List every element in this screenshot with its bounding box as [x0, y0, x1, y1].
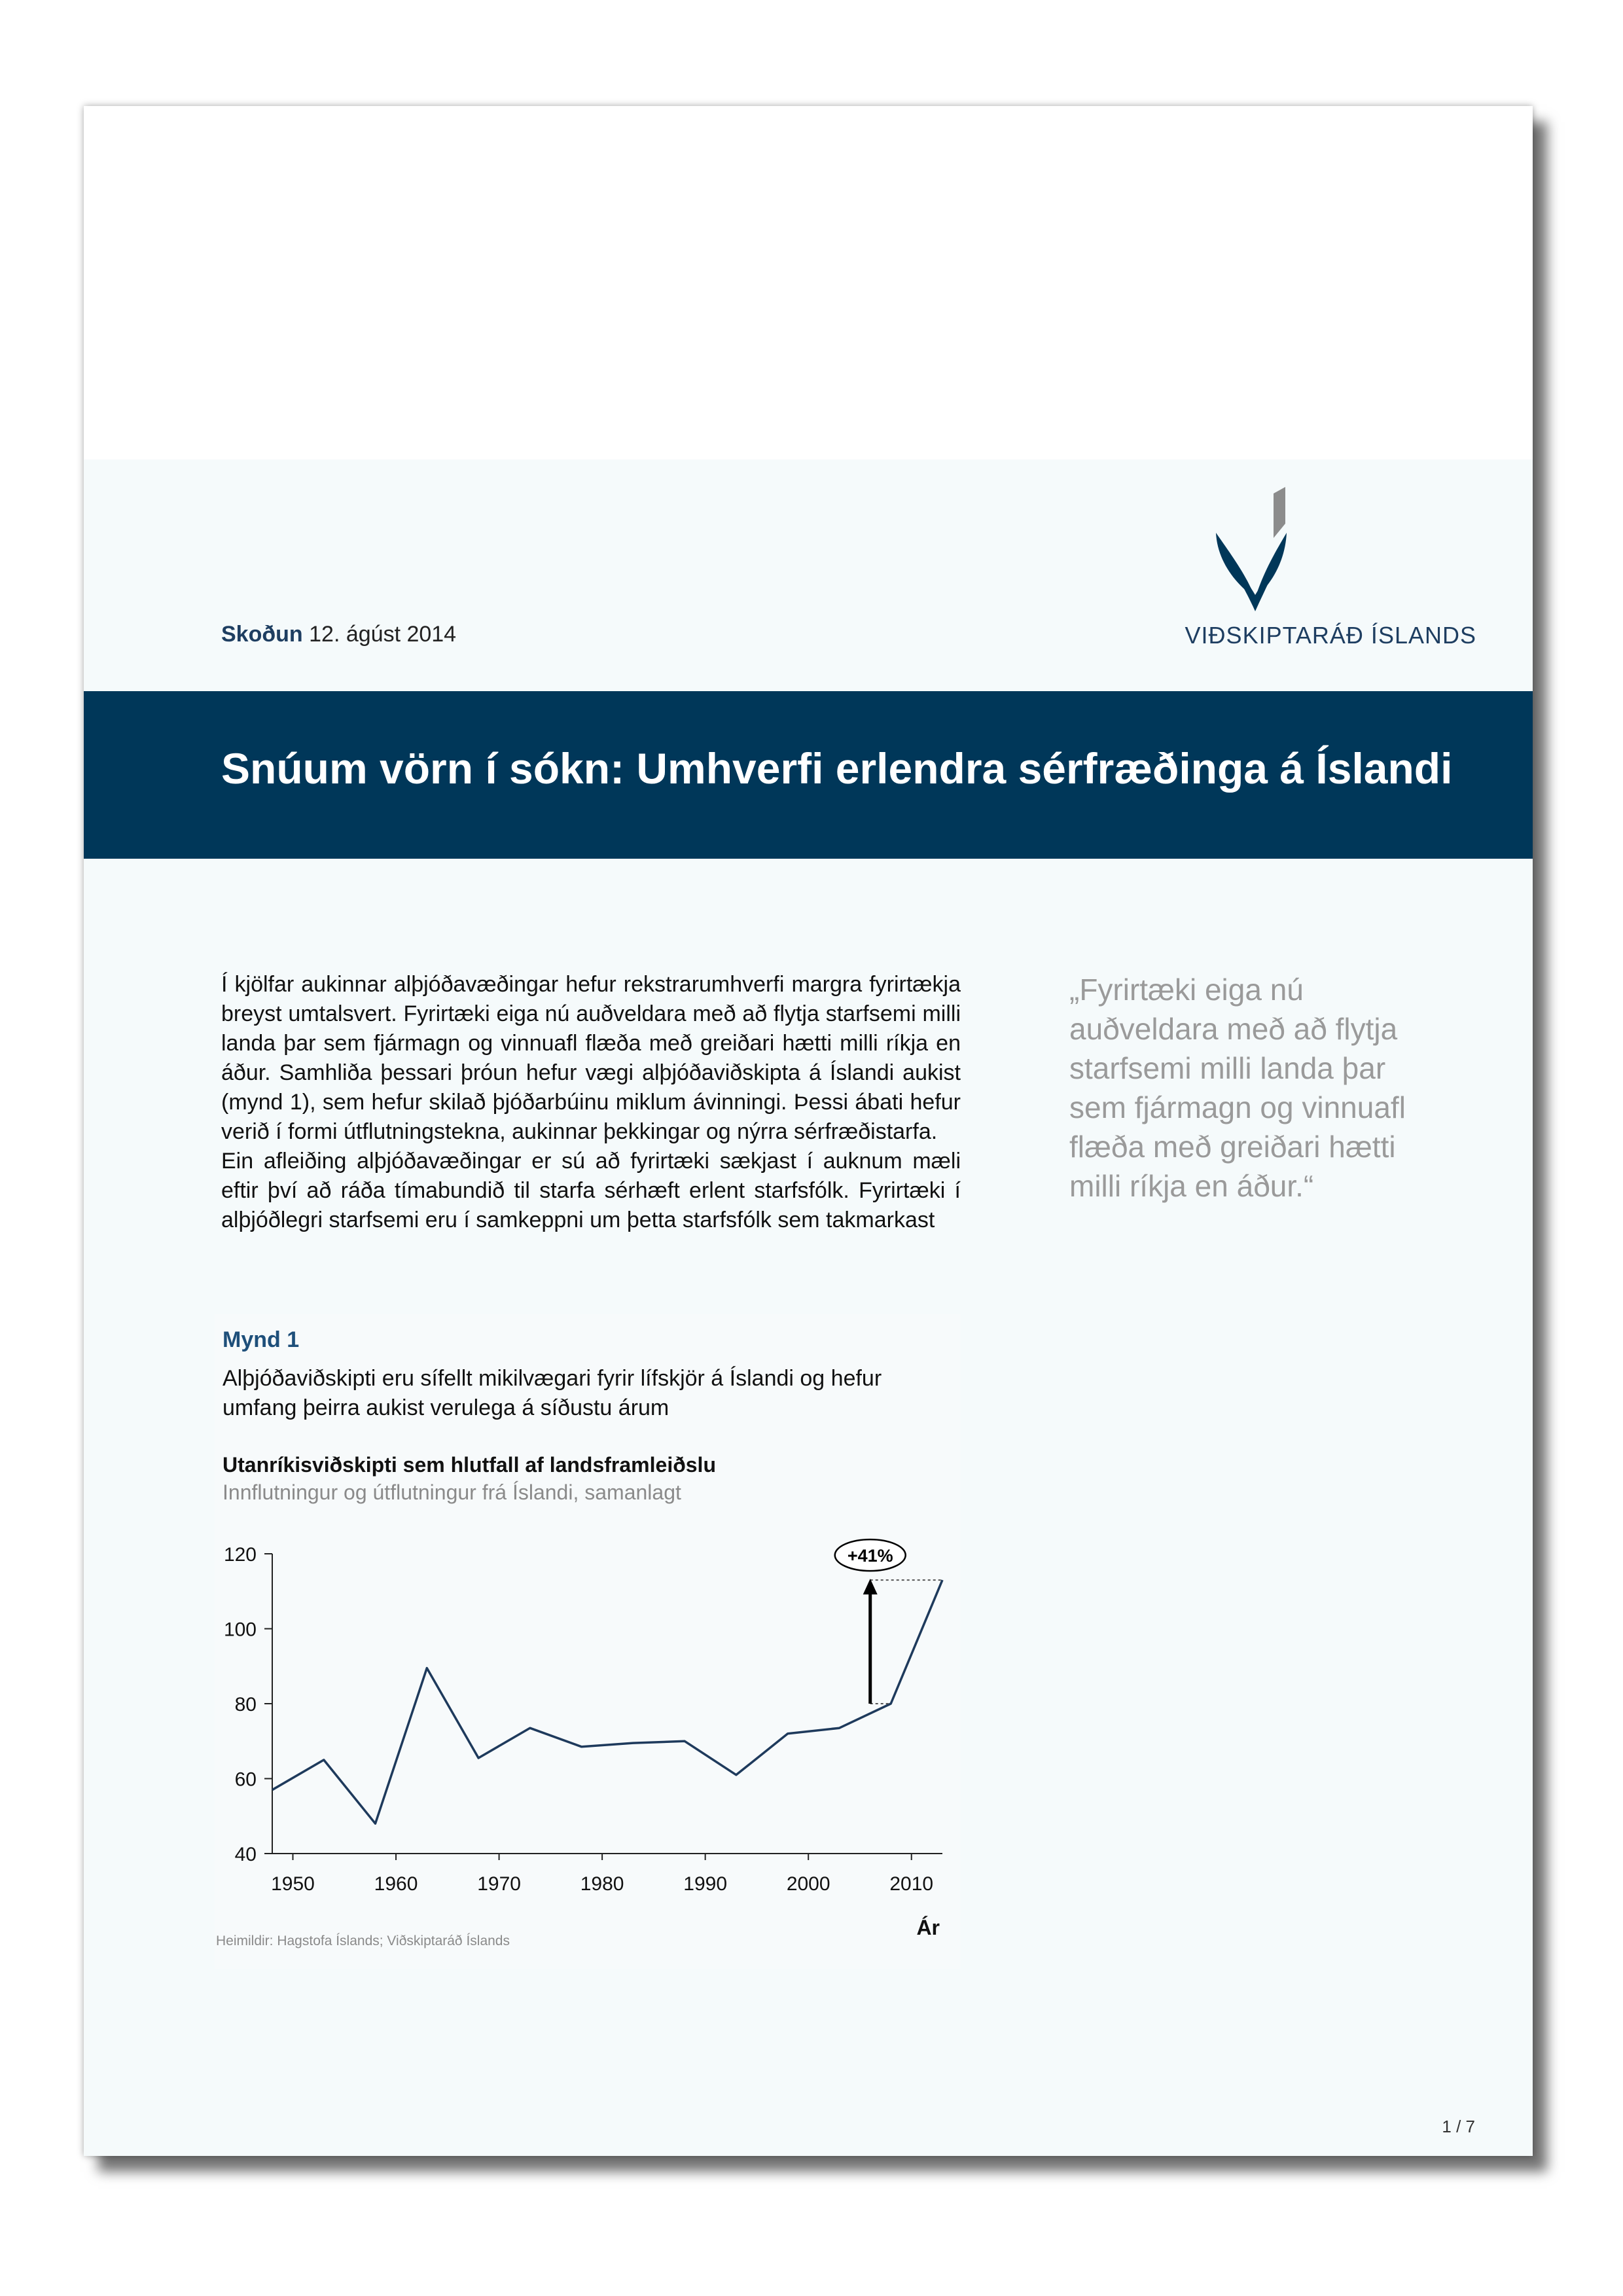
figure-label: Mynd 1: [223, 1327, 300, 1352]
logo-icon: [1213, 487, 1305, 618]
figure-caption: Alþjóðaviðskipti eru sífellt mikilvægari fyrir lífskjör á Íslandi og hefur umfang þeirra aukist verulega á síðustu árum: [223, 1366, 882, 1420]
x-tick-label: 1990: [683, 1873, 728, 1895]
y-tick-label: 100: [223, 1619, 257, 1641]
document-header: [221, 622, 456, 647]
page-number: 1 / 7: [1442, 2117, 1475, 2136]
document-type: Skoðun: [221, 622, 303, 647]
y-tick-label: 120: [223, 1544, 257, 1566]
line-chart: [215, 1314, 961, 1969]
chart-title: Utanríkisviðskipti sem hlutfall af landsframleiðslu: [223, 1453, 716, 1477]
x-tick-label: 1980: [580, 1873, 624, 1895]
x-tick-label: 1950: [271, 1873, 315, 1895]
y-tick-label: 60: [234, 1768, 257, 1791]
annotation-label: +41%: [847, 1546, 893, 1566]
series-line: [272, 1580, 942, 1823]
chart-subtitle: Innflutningur og útflutningur frá Íslandi, samanlagt: [223, 1480, 681, 1504]
y-tick-label: 40: [234, 1844, 257, 1865]
x-tick-label: 1960: [374, 1873, 418, 1895]
organization-name: VIÐSKIPTARÁÐ ÍSLANDS: [1185, 622, 1476, 649]
x-axis-label: Ár: [916, 1916, 940, 1939]
x-tick-label: 2000: [786, 1873, 830, 1895]
title-bar: [84, 691, 1533, 859]
figure: [215, 1314, 961, 1969]
paragraph-1: Í kjölfar aukinnar alþjóðavæðingar hefur rekstrarumhverfi margra fyrirtækja breyst umtalsvert. Fyrirtæki eiga nú auðveldara með að flytja starfsemi milli landa þar sem fjármagn og vinnuafl flæða með greiðari hætti milli ríkja en áður. Samhliða þessari þróun hefur vægi alþjóðaviðskipta á Íslandi aukist (mynd 1), sem hefur skilað þjóðarbúinu miklum ávinningi. Þessi ábati hefur verið í formi útflutningstekna, aukinnar þekkingar og nýrra sérfræðistarfa.: [221, 972, 961, 1144]
x-tick-label: 1970: [477, 1873, 521, 1895]
annotation-arrowhead: [863, 1579, 878, 1594]
pull-quote: „Fyrirtæki eiga nú auðveldara með að flytja starfsemi milli landa þar sem fjármagn og vinnuafl flæða með greiðari hætti milli ríkja en áður.“: [1069, 973, 1406, 1203]
document-title: Snúum vörn í sókn: Umhverfi erlendra sérfræðinga á Íslandi: [221, 744, 1453, 793]
y-tick-label: 80: [234, 1694, 257, 1715]
x-tick-label: 2010: [889, 1873, 934, 1895]
document-date: 12. ágúst 2014: [309, 622, 457, 647]
paragraph-2: Ein afleiðing alþjóðavæðingar er sú að fyrirtæki sækjast í auknum mæli eftir því að ráða tímabundið til starfa sérhæft erlent starfsfólk. Fyrirtæki í alþjóðlegri starfsemi eru í samkeppni um þetta starfsfólk sem takmarkast: [221, 1149, 961, 1232]
header-band: [84, 459, 1533, 691]
page: [84, 106, 1533, 2156]
figure-source: Heimildir: Hagstofa Íslands; Viðskiptaráð Íslands: [216, 1933, 510, 1948]
